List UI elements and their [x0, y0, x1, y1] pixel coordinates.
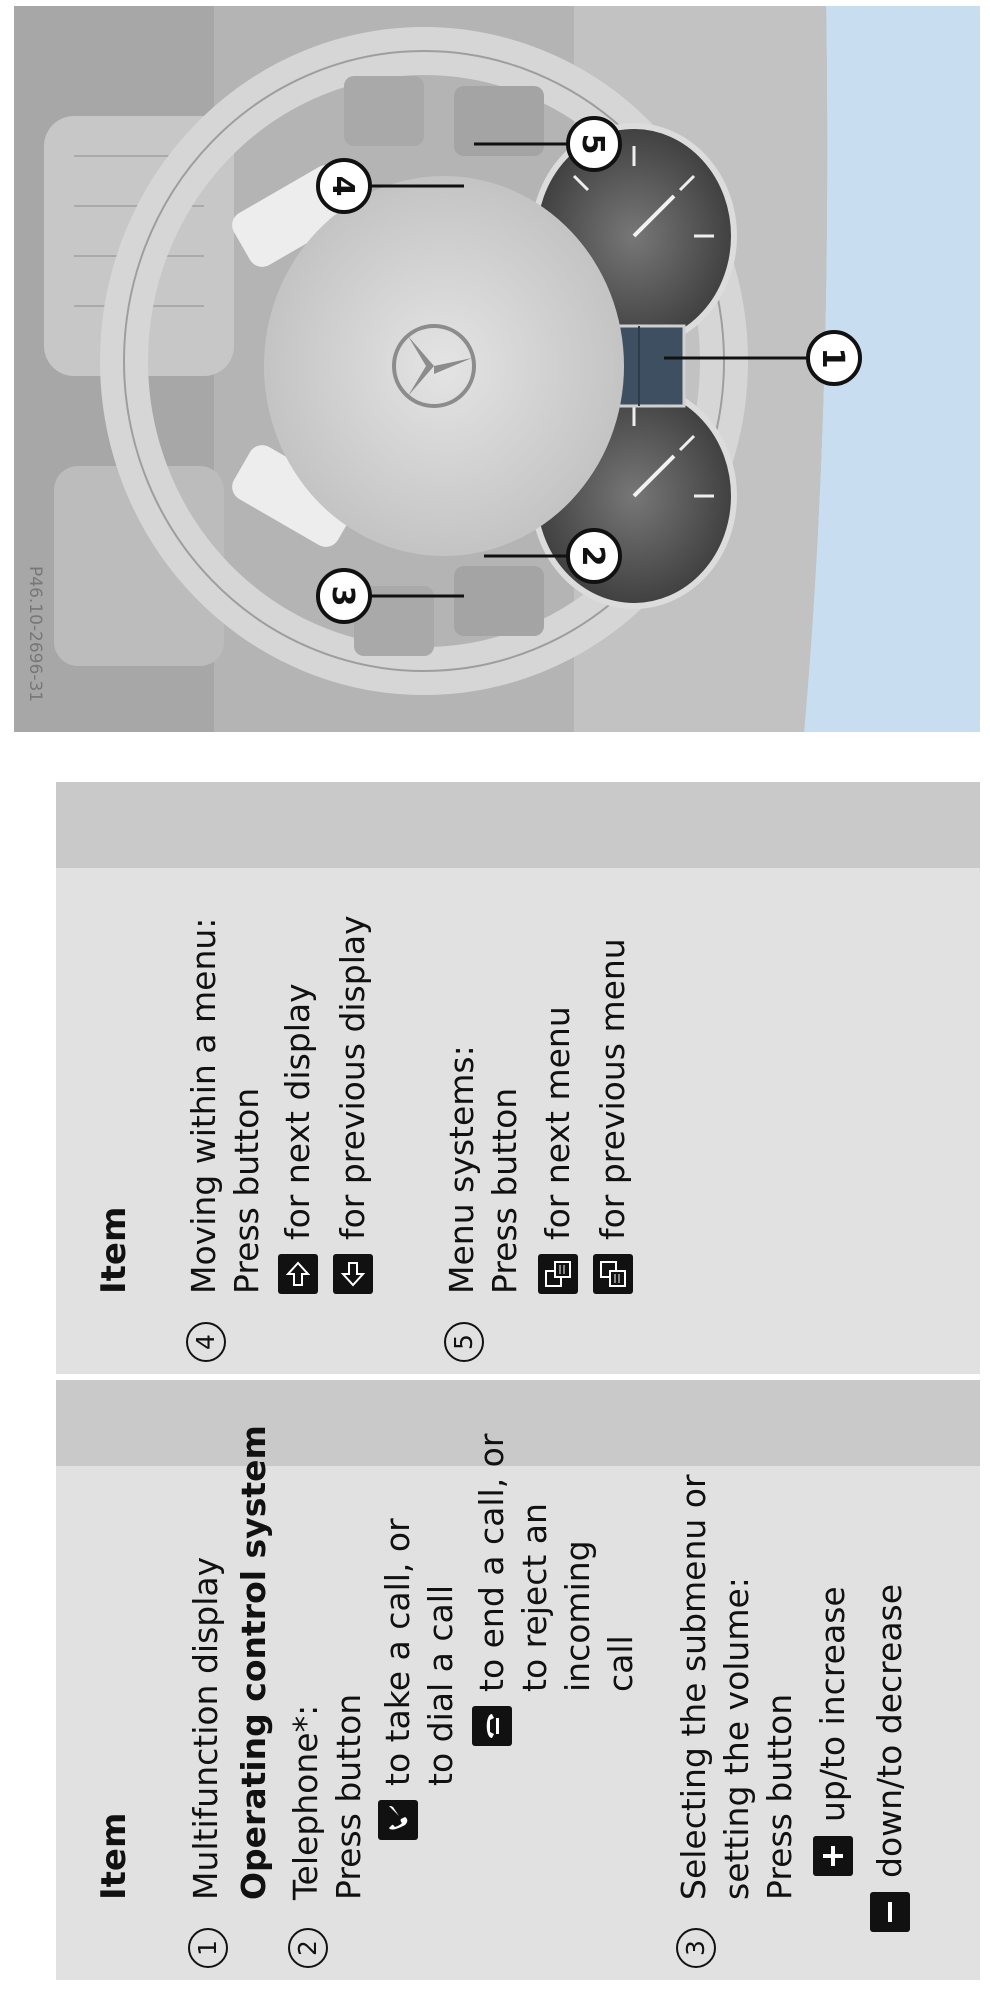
svg-text:2: 2 — [575, 545, 610, 567]
figure-label: P46.10-2696-31 — [25, 566, 45, 703]
item-text — [440, 802, 634, 1294]
item-number: 2 — [288, 1928, 328, 1968]
item-title: Telephone*: — [286, 1704, 325, 1900]
item-subtitle: Press button — [329, 1693, 368, 1900]
key-description: to end a call, or to reject an incoming call — [472, 1433, 640, 1692]
item-number: 4 — [186, 1322, 226, 1362]
item-text — [284, 1400, 642, 1900]
item-subtitle: Press button — [227, 1087, 266, 1294]
key-line — [811, 1400, 854, 1876]
item-number: 5 — [444, 1322, 484, 1362]
phone-end-icon — [472, 1706, 512, 1746]
item-title: Menu systems: — [442, 1045, 481, 1294]
controls-table — [56, 20, 980, 1980]
previous-menu-icon — [593, 1254, 633, 1294]
item-title: Selecting the submenu or — [674, 1474, 713, 1900]
key-line — [376, 1400, 462, 1840]
column-header-item: Item — [94, 1812, 134, 1900]
key-line — [276, 802, 319, 1294]
key-description: for next menu — [538, 1006, 577, 1240]
item-subtitle: Press button — [485, 1087, 524, 1294]
arrow-next-icon — [278, 1254, 318, 1294]
item-text — [672, 1400, 911, 1900]
key-description: for next display — [278, 983, 317, 1240]
key-description: down/to decrease — [870, 1583, 909, 1878]
phone-accept-icon — [378, 1800, 418, 1840]
svg-text:3: 3 — [325, 585, 360, 607]
item-text — [182, 802, 374, 1294]
column-header-item: Item — [94, 1206, 134, 1294]
svg-text:1: 1 — [815, 347, 850, 369]
svg-text:5: 5 — [575, 133, 610, 155]
item-title: setting the volume: — [717, 1577, 756, 1900]
plus-icon — [813, 1836, 853, 1876]
key-description: for previous menu — [593, 938, 632, 1240]
key-line — [536, 802, 579, 1294]
item-title: Moving within a menu: — [184, 917, 223, 1294]
key-line — [868, 1400, 911, 1932]
item-number: 1 — [188, 1928, 228, 1968]
item-text: Multifunction display — [186, 1556, 225, 1900]
minus-icon — [870, 1892, 910, 1932]
table-column-left — [56, 1380, 980, 1980]
key-description: for previous display — [333, 915, 372, 1240]
item-subtitle: Press button — [760, 1693, 799, 1900]
table-column-right — [56, 782, 980, 1374]
arrow-previous-icon — [333, 1254, 373, 1294]
next-menu-icon — [538, 1254, 578, 1294]
section-heading: Operating control system — [234, 1425, 273, 1900]
item-number: 3 — [676, 1928, 716, 1968]
key-description: up/to increase — [813, 1586, 852, 1822]
key-line — [591, 802, 634, 1294]
svg-text:4: 4 — [325, 175, 360, 197]
key-description: to take a call, or to dial a call — [378, 1518, 460, 1786]
key-line — [470, 1400, 642, 1746]
key-line — [331, 802, 374, 1294]
